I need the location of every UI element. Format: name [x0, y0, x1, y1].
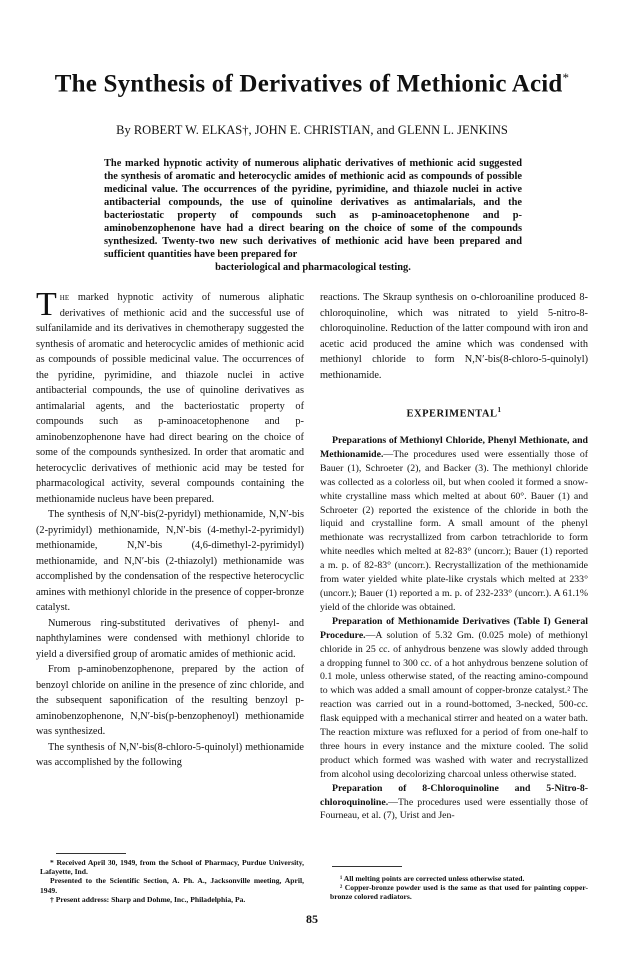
- section-1-text: —The procedures used were essentially those of Bauer (1), Schroeter (2), and Backer (3). The methionyl chloride was collected as a colorless oil, but when cooled it formed a snow-white crystalline mass which melted at about 60°. Bauer (1) and Schroeter (2) reported the existence of the chloride in both the liquid and crystalline form. A small amount of the phenyl methionate was recrystallized from carbon tetrachloride to form white needles which melted at 82-83° (uncorr.); Bauer (1) reported a m. p. of 82-83° (uncorr.). Recrystallization of the methionamide from water yielded white plate-like crystals which melted at 233° (uncorr.); Bauer (1) reported a m. p. of 232-233° (uncorr.). A 61.1% yield of the chloride was obtained.: [320, 448, 588, 613]
- intro-text: marked hypnotic activity of numerous aliphatic derivatives of methionic acid and the successful use of sulfanilamide and its derivatives in chemotherapy suggested the synthesis of aromatic and heterocyclic amides of methionic acid as compounds of possible medicinal value. The occurrences of the pyridine, pyrimidine, and thiazole nuclei in active antibacterial compounds, the use of quinoline derivatives as antimalarial agents, and the bacteriostatic property of compounds such as p-aminoacetophenone and p-aminobenzophenone have had direct bearing on the choice of some of the compounds synthesized. In order that aromatic and heterocyclic derivatives of methionic acid may be tested for pharmacological activity, several compounds containing the methionamide nucleus have been prepared.: [36, 292, 304, 505]
- page-number: 85: [306, 912, 318, 926]
- abstract-last-line: bacteriological and pharmacological testing.: [215, 262, 411, 273]
- run-in-heading-3: Preparation of 8-Chloroquinoline and 5-Nitro-8-chloroquinoline.: [320, 782, 588, 808]
- intro-first-word: he: [59, 292, 70, 303]
- paragraph-aromatic: Numerous ring-substituted derivatives of phenyl- and naphthylamines were condensed with methionyl chloride to yield a diversified group of aromatic amides of methionic acid.: [36, 617, 304, 660]
- experimental-section-1: [320, 434, 588, 615]
- drop-cap: T: [36, 286, 57, 323]
- section-3-text: —The procedures used were essentially those of Fourneau, et al. (7), Urist and Jen-: [320, 796, 588, 822]
- right-column-top: [320, 290, 588, 383]
- footnote-copper-bronze: ² Copper-bronze powder used is the same as that used for painting copper-bronze colored radiators.: [330, 883, 588, 902]
- footnotes-left: [40, 858, 304, 904]
- section-heading-experimental: [320, 406, 588, 420]
- paragraph-quinolyl: The synthesis of N,N′-bis(8-chloro-5-quinolyl) methionamide was accomplished by the following: [36, 741, 304, 768]
- footnote-presented: Presented to the Scientific Section, A. Ph. A., Jacksonville meeting, April, 1949.: [40, 876, 304, 895]
- paragraph-heterocyclic: The synthesis of N,N′-bis(2-pyridyl) methionamide, N,N′-bis (2-pyrimidyl) methionamide, N,N′-bis (4-methyl-2-pyrimidyl) methionamide, N,N′-bis (4,6-dimethyl-2-pyrimidyl) methionamide, and N,N′-bis (2-thiazolyl) methionamide was accomplished by the condensation of the respective heterocyclic amines with methionyl chloride in the presence of copper-bronze catalyst.: [36, 509, 304, 613]
- experimental-heading-text: EXPERIMENTAL: [406, 408, 498, 420]
- run-in-heading-1: Preparations of Methionyl Chloride, Phenyl Methionate, and Methionamide.: [320, 435, 588, 460]
- left-column: [36, 286, 304, 771]
- footnote-received: * Received April 30, 1949, from the School of Pharmacy, Purdue University, Lafayette, Ind.: [40, 858, 304, 877]
- footnotes-right: [330, 874, 588, 902]
- experimental-section-2: [320, 615, 588, 782]
- intro-paragraph: [36, 286, 304, 507]
- footnote-melting-points: ¹ All melting points are corrected unless otherwise stated.: [340, 874, 525, 883]
- footnote-rule-left: [56, 853, 126, 854]
- article-title: [40, 70, 584, 98]
- title-footnote-mark: *: [562, 70, 570, 85]
- abstract-text: The marked hypnotic activity of numerous aliphatic derivatives of methionic acid suggested the synthesis of aromatic and heterocyclic amides of methionic acid as compounds of possible medicinal value. The occurrences of the pyridine, pyrimidine, and thiazole nuclei in active antibacterial compounds, the use of quinoline derivatives as antimalarials, and the bacteriostatic property of compounds such as p-aminoacetophenone and p-aminobenzophenone have had a direct bearing on the choice of some of the compounds synthesized. Twenty-two new such derivatives of methionic acid have been prepared and sufficient quantities have been prepared for: [104, 158, 522, 260]
- article-title-text: The Synthesis of Derivatives of Methionic Acid: [54, 70, 563, 98]
- run-in-heading-2: Preparation of Methionamide Derivatives (Table I) General Procedure.: [320, 615, 588, 641]
- paragraph-benzophenone: From p-aminobenzophenone, prepared by the action of benzoyl chloride on aniline in the presence of zinc chloride, and the subsequent saponification of the resulting benzoyl p-aminobenzophenone, N,N′-bis(p-benzophenoyl) methionamide was synthesized.: [36, 664, 304, 737]
- footnote-rule-right: [332, 866, 402, 867]
- experimental-body: [320, 434, 588, 823]
- abstract: [104, 157, 522, 274]
- author-line: By ROBERT W. ELKAS†, JOHN E. CHRISTIAN, and GLENN L. JENKINS: [116, 123, 508, 137]
- section-2-text: —A solution of 5.32 Gm. (0.025 mole) of methionyl chloride in 25 cc. of anhydrous benzene was slowly added through a dropping funnel to 300 cc. of a hot anhydrous benzene solution of 0.1 mole, unless otherwise stated, of the reacting amino-compound to which was added a small amount of copper-bronze catalyst.² The reaction was carried out in a round-bottomed, 3-necked, 500-cc. flask equipped with a mechanical stirrer and heated on a water bath. The reaction mixture was refluxed for a period of from one-half to three hours in every instance and the mixture cooled. The solid product which formed was washed with water and recrystallized from alcohol using decolorizing charcoal unless otherwise stated.: [320, 629, 588, 780]
- paragraph-skraup: reactions. The Skraup synthesis on o-chloroaniline produced 8-chloroquinoline, which was nitrated to yield 5-nitro-8-chloroquinoline. Reduction of the latter compound with iron and acetic acid produced the amine which was condensed with methionyl chloride to form N,N′-bis(8-chloro-5-quinolyl) methionamide.: [320, 292, 588, 381]
- experimental-footnote-mark: 1: [497, 406, 502, 414]
- experimental-section-3: [320, 782, 588, 824]
- footnote-address: † Present address: Sharp and Dohme, Inc., Philadelphia, Pa.: [50, 894, 246, 904]
